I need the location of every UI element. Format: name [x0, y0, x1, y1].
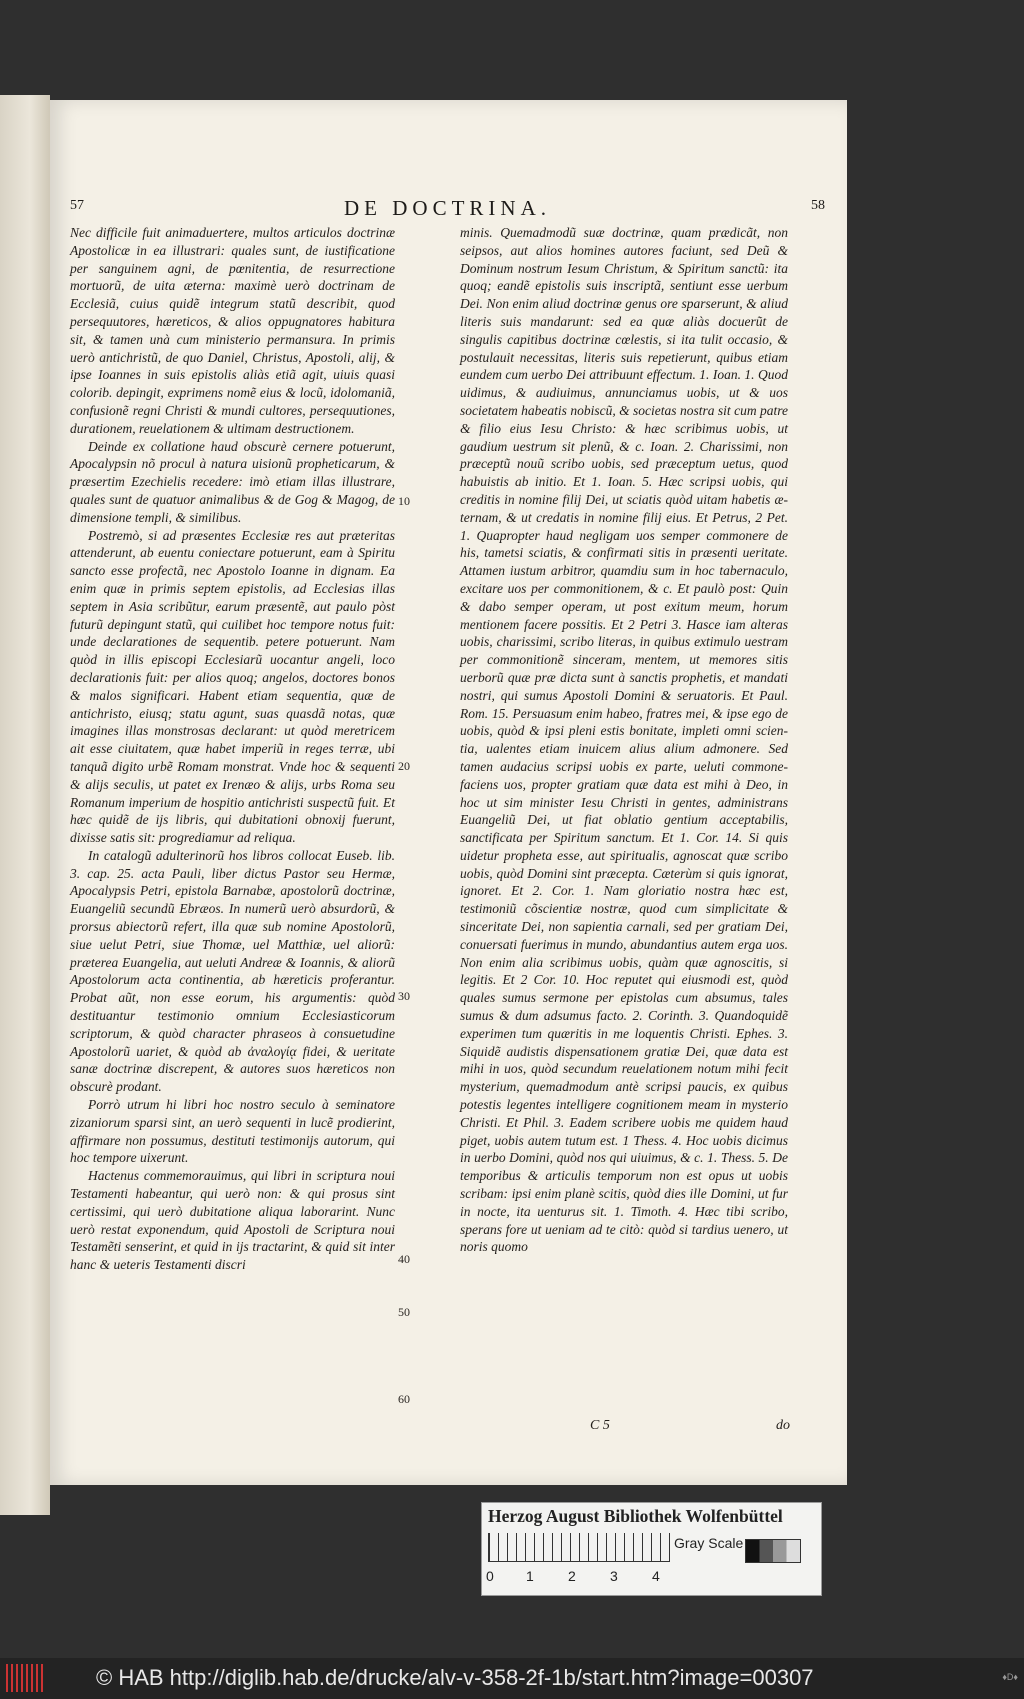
right-text-column — [460, 224, 788, 1256]
facing-page-edge — [0, 95, 50, 1515]
paragraph: Deinde ex collatione haud obscurè cernere potuerunt, Apocalypsin nõ procul à natura uisionũ propheticarum, & præsertim Ezechielis recedere: imò etiam illas illustrare, quales sunt de quatuor animalibus & de Gog & Magog, de dimensione templi, & similibus. — [70, 438, 395, 525]
paragraph: Postremò, si ad præsentes Ecclesiæ res aut præteritas attenderunt, ab euentu coniectare potuerunt, eam à Spiritu sancto esse profectã, nec Apostolo Ioanne in dignam. Ea enim quæ in primis septem epistolis, ad Ecclesias illas septem in Asia scribũtur, earum præsentẽ, aut paulo pòst futurũ depingunt statũ, qui cuilibet hoc tempore notus fuit: unde declarationes de sequentib. petere potuerunt. Nam quòd in illis episcopi Ecclesiarũ uocantur angeli, loco declarationis fuit: per alios quoq; angelos, doctores bonos & malos significari. Habent etiam sequentia, quæ de antichristo, eiusq; statu agunt, suas quasdã notas, quæ imagines illas monstrosas declarant: ut quòd meretricem ait esse ciuitatem, quæ habet imperiũ in reges terræ, ubi tanquã digito urbẽ Romam monstrat. Vnde hoc & sequenti & alijs seculis, ut patet ex Irenæo & alijs, urbs Roma seu Romanum imperium de hospitio antichristi suspectũ fuit. Et hæc quidẽ de ijs libris, qui dubitationi obnoxij fuerunt, dixisse satis sit: progrediamur ad reliqua. — [70, 527, 395, 846]
paragraph: Nec difficile fuit animaduertere, multos articulos doctrinæ Apostolicæ in ea illustrari: quales sunt, de iustificatione per sanguinem agni, de pœnitentia, de resurrectione mortuorũ, de uita æterna: maximè uerò doctrinam de Ecclesiã, cuius quidẽ integrum statũ describit, quod persequutores, hæreticos, & alios oppugnatores habitura sit, & tamen unà cum ministerio permansura. In primis uerò antichristũ, de quo Daniel, Christus, Apostoli, alij, & ipse Ioannes in suis epistolis aliàs etiã agit, uiuis quasi colorib. depingit, exprimens nomẽ eius & locũ, idolomaniã, confusionẽ regni Christi & mundi cultores, persequutiones, durationem, reuelationem & ultimam destructionem. — [70, 225, 395, 436]
gray-scale-label: Gray Scale — [674, 1535, 744, 1551]
footer-mark: ♦D♦ — [1002, 1672, 1018, 1682]
running-title: DE DOCTRINA. — [344, 196, 551, 220]
ruler-number: 1 — [526, 1568, 534, 1584]
ruler-number: 4 — [652, 1568, 660, 1584]
signature-mark: C 5 — [590, 1418, 610, 1433]
paragraph: In catalogũ adulterinorũ hos libros collocat Euseb. lib. 3. cap. 25. acta Pauli, liber dictus Pastor seu Hermæ, Apocalypsis Petri, epistola Barnabæ, apostolorũ doctrinæ, Euangeliũ secundũ Ebræos. In numerũ uerò absurdorũ, & prorsus abiectorũ refert, illa quæ sub nomine Apostolorũ, siue uelut Petri, siue Thomæ, uel Matthiæ, uel aliorũ: præterea Euangelia, aut ueluti Andreæ & Ioannis, & aliorũ Apostolorum acta continentia, ab hæreticis proferantur. Probat aũt, non esse eorum, his argumentis: quòd destituantur testimonio omnium Ecclesiasticorum scriptorum, & quòd character phraseos à consuetudine Apostolorũ uariet, & quòd ab ἀναλογίᾳ fidei, & ueritate sanæ doctrinæ discrepent, & autores suos hæreticos non obscurè prodant. — [70, 847, 395, 1095]
ruler — [488, 1533, 670, 1562]
paragraph: Hactenus commemorauimus, qui libri in scriptura noui Testamenti habeantur, qui uerò non: & qui prosus sint certissimi, qui uerò dubitatione aliqua laborarint. Nunc uerò restat exponendum, quid Apostoli de Scriptura noui Testamẽti senserint, et quid in ijs tractarint, & quid sit inter hanc & ueteris Testamenti discri — [70, 1168, 395, 1273]
ruler-number: 3 — [610, 1568, 618, 1584]
gray-scale-strip — [745, 1539, 801, 1563]
paragraph: minis. Quemadmodũ suæ doctrinæ, quam prædicãt, non seipsos, aut alios homines autores faciunt, sed Deũ & Dominum nostrum Iesum Christum, & Spiritum sanctũ: ita quoq; eandẽ epistolis suis inscriptã, sentiunt esse uerbum Dei. Non enim aliud doctrinæ genus ore sparserunt, & aliud literis suis mandarunt: sed ea quæ aliàs docuerũt de singulis capitibus doctrinæ cœlestis, si ita tulit occasio, & postulauit necessitas, literis suis repetierunt, quibus etiam eundem cum uerbo Dei attribuunt effectum. 1. Ioan. 1. Quod uidimus, & audiuimus, annunciamus uobis, ut & uos societatem habeatis nobiscũ, & societas nostra sit cum patre & filio eius Iesu Christo: & hæc scribimus uobis, ut gaudium uestrum sit plenũ, & c. Ioan. 2. Charissimi, non præceptũ nouũ scribo uobis, sed præceptum uetus, quod habuistis ab initio. Et 1. Ioan. 5. Hæc scripsi uobis, qui creditis in nomine filij Dei, ut sciatis quòd uitam habetis æternam, & ut credatis in nomine filij eius. Et Petrus, 2 Pet. 1. Quapropter haud negligam uos semper commonere de his, tametsi sciatis, & confirmati sitis in præsenti ueritate. Attamen iustum arbitror, quamdiu sum in hoc tabernaculo, excitare uos per commonitionem, & c. Et paulò post: Quin & dabo semper operam, ut post exitum meum, horum mentionem facere possitis. Et 2 Petri 3. Hasce iam alteras uobis, charissimi, scribo literas, in quibus extimulo uestram per commonitionẽ sinceram, mentem, ut memores sitis uerborũ quæ præ dicta sunt à sanctis prophetis, et mandati nostri, qui sumus Apostoli Domini & seruatoris. Et Paul. Rom. 15. Persuasum enim habeo, fratres mei, & ipse ego de uobis, quòd & ipsi pleni estis bonitate, impleti omni scientia, ualentes etiam inuicem alius alium admonere. Sed tamen audacius scripsi uobis ex parte, ueluti commonefaciens uos, propter gratiam quæ data est mihi à Deo, in hoc ut sim minister Iesu Christi in gentes, administrans Euangeliũ Dei, ut fiat oblatio gentium acceptabilis, sanctificata per Spiritum sanctum. Et 1. Cor. 14. Si quis uidetur propheta esse, aut spiritualis, agnoscat quæ scribo uobis, quòd Domini sint præcepta. Cæterùm si quis ignorat, ignoret. Et 2. Cor. 1. Nam gloriatio nostra hæc est, testimoniũ cõscientiæ nostræ, quod cum simplicitate & sinceritate Dei, non sapientia carnali, sed per gratiam Dei, conuersati fuerimus in mundo, abundantius autem erga uos. Non enim alia scribimus uobis, quàm quæ agnoscitis, si legitis. Et 2 Cor. 10. Hoc reputet qui eiusmodi est, quòd quales sumus sermone per epistolas cum absumus, tales sumus & dum adsumus facto. 2. Corinth. 3. Quandoquidẽ experimen tum quæritis in me loquentis Christi. Ephes. 3. Siquidẽ audistis dispensationem gratiæ Dei, quæ data est mihi in uos, quòd secundum reuelationem notum mihi fecit mysterium, quemadmodum antè scripsi paucis, ex quibus potestis legentes intelligere cognitionem meam in mysterio Christi. Et Phil. 3. Eadem scribere uobis me quidem haud piget, uobis autem tutum est. 1 Thess. 4. Hoc uobis dicimus in uerbo Domini, quòd nos qui uiuimus, & c. 1. Thess. 5. De temporibus & articulis temporum non est opus ut uobis scribam: ipsi enim planè scitis, quòd dies ille Domini, ut fur in nocte, ita uenturus sit. 1. Timoth. 4. Hæc tibi scribo, sperans fore ut ueniam ad te citò: quòd si tardius uenero, ut noris quomo — [460, 225, 788, 1255]
book-page — [50, 100, 847, 1485]
line-number: 30 — [398, 989, 410, 1003]
catchword: do — [776, 1418, 790, 1433]
line-number: 20 — [398, 759, 410, 773]
color-scale-card — [481, 1502, 822, 1596]
left-text-column — [70, 224, 395, 1274]
library-name: Herzog August Bibliothek Wolfenbüttel — [488, 1506, 783, 1526]
line-number: 60 — [398, 1392, 410, 1406]
line-number: 40 — [398, 1252, 410, 1266]
right-page-number: 58 — [811, 198, 825, 213]
footer-bar — [0, 1658, 1024, 1699]
running-head — [70, 198, 825, 222]
footer-url[interactable]: © HAB http://diglib.hab.de/drucke/alv-v-358-2f-1b/start.htm?image=00307 — [96, 1665, 814, 1690]
ruler-number: 2 — [568, 1568, 576, 1584]
hab-logo-icon — [6, 1664, 46, 1692]
line-number: 50 — [398, 1305, 410, 1319]
ruler-number: 0 — [486, 1568, 494, 1584]
left-page-number: 57 — [70, 198, 84, 213]
line-number: 10 — [398, 494, 410, 508]
paragraph: Porrò utrum hi libri hoc nostro seculo à seminatore zizaniorum sparsi sint, an uerò sequenti in lucẽ prodierint, affirmare non possumus, destituti testimonijs autorum, qui hoc tempore uixerunt. — [70, 1097, 395, 1166]
